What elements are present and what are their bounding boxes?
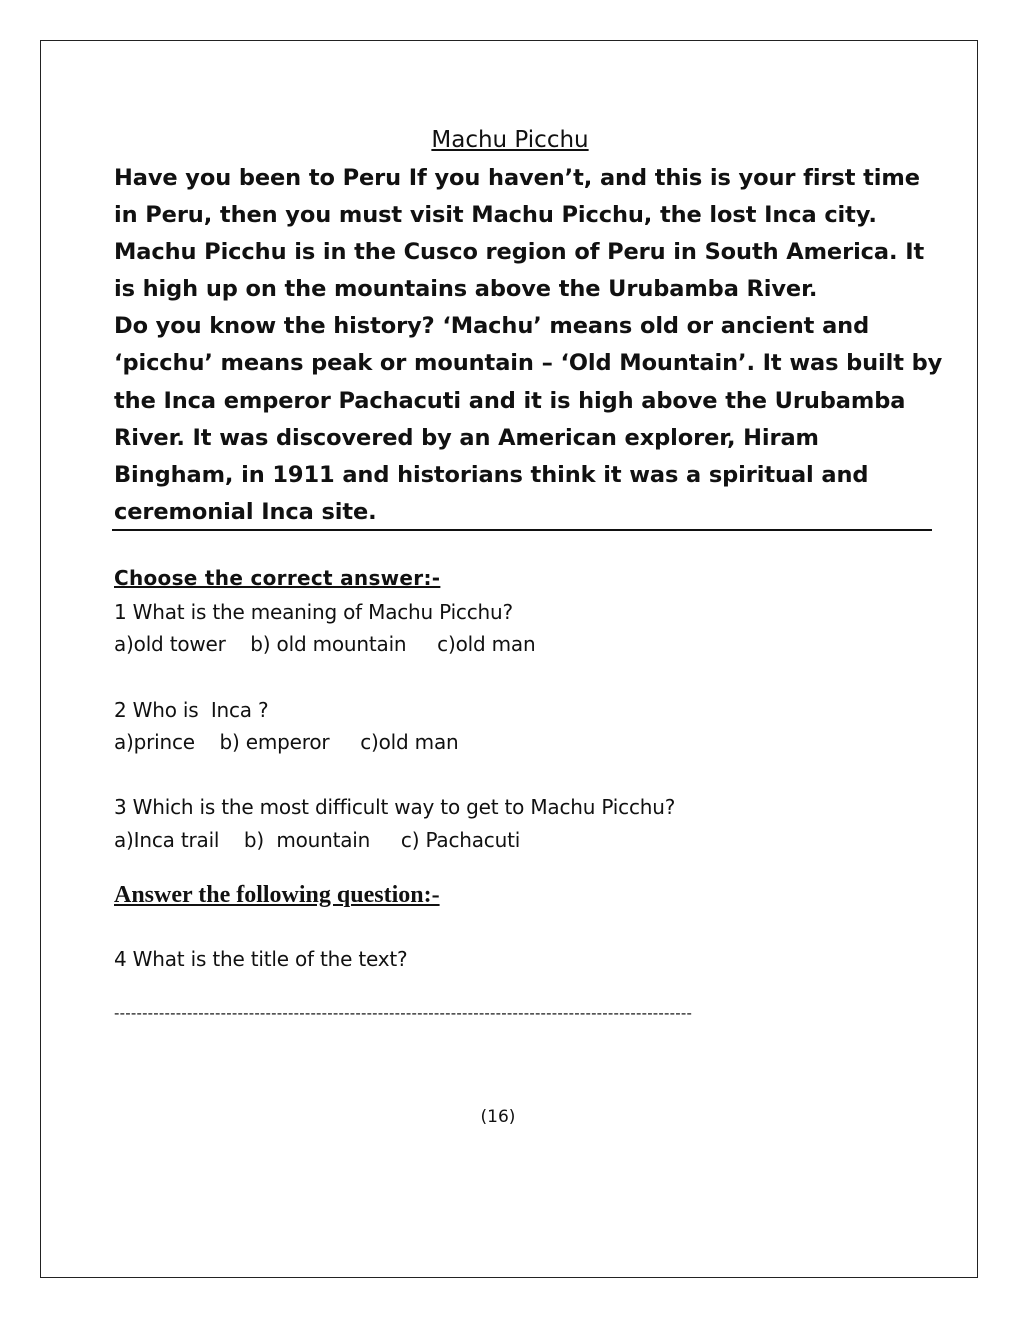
passage-line: is high up on the mountains above the Urubamba River. [114, 276, 818, 303]
passage-line: Do you know the history? ‘Machu’ means old or ancient and [114, 313, 870, 340]
question-4: 4 What is the title of the text? [114, 947, 408, 971]
page-title: Machu Picchu [431, 127, 589, 153]
question-2: 2 Who is Inca ? [114, 698, 269, 722]
question-3: 3 Which is the most difficult way to get to Machu Picchu? [114, 795, 676, 819]
passage-line: River. It was discovered by an American explorer, Hiram [114, 424, 819, 451]
passage-line: ceremonial Inca site. [114, 498, 377, 525]
multiple-choice-heading: Choose the correct answer:- [114, 566, 441, 590]
passage-line: Have you been to Peru If you haven’t, and this is your first time [114, 165, 920, 191]
page-number: (16) [480, 1107, 516, 1127]
passage-line: ‘picchu’ means peak or mountain – ‘Old Mountain’. It was built by [114, 350, 943, 377]
question-1: 1 What is the meaning of Machu Picchu? [114, 600, 513, 624]
answer-line: ------------------------------------------------------------------------------------------------------- [114, 1004, 693, 1022]
question-1-options: a)old tower b) old mountain c)old man [114, 632, 536, 656]
open-question-heading: Answer the following question:- [114, 882, 440, 908]
passage-line: the Inca emperor Pachacuti and it is high above the Urubamba [114, 387, 906, 414]
question-2-options: a)prince b) emperor c)old man [114, 730, 459, 754]
passage-line: Bingham, in 1911 and historians think it was a spiritual and [114, 461, 869, 488]
passage-line: in Peru, then you must visit Machu Picchu, the lost Inca city. [114, 202, 877, 229]
section-divider [112, 529, 932, 531]
passage-line: Machu Picchu is in the Cusco region of Peru in South America. It [114, 239, 925, 266]
reading-passage [114, 160, 943, 531]
question-3-options: a)Inca trail b) mountain c) Pachacuti [114, 828, 521, 852]
